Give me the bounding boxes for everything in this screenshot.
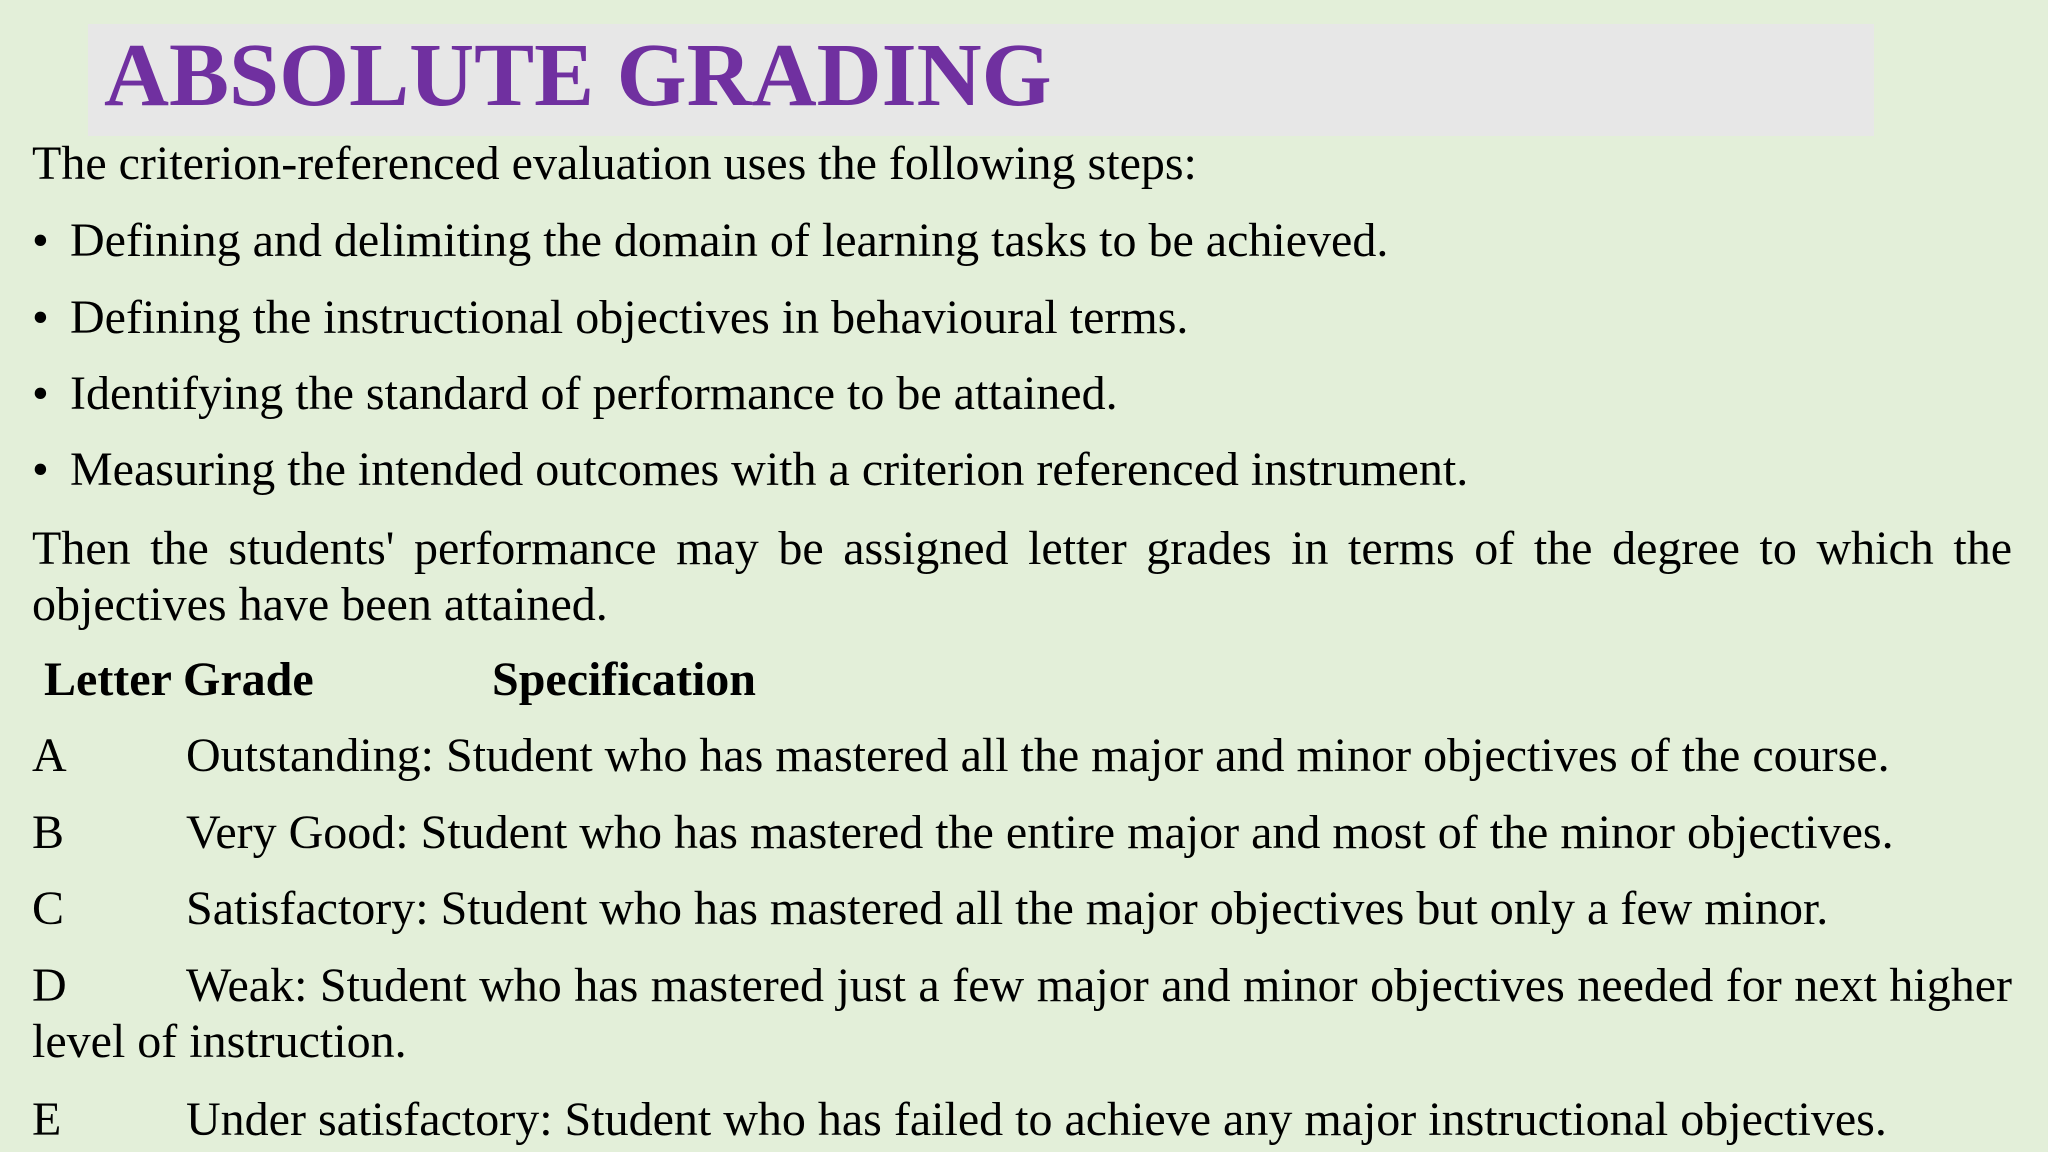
bullet-icon: • xyxy=(32,367,49,420)
bullet-text: Measuring the intended outcomes with a criterion referenced instrument. xyxy=(70,443,1469,496)
specification-header: Specification xyxy=(492,653,756,706)
conclusion-text: Then the students' performance may be assigned letter grades in terms of the degree to which the objectives have been attained. xyxy=(32,522,2012,631)
grade-letter: A xyxy=(32,729,67,782)
grade-specification: Satisfactory: Student who has mastered all the major objectives but only a few minor. xyxy=(186,882,1829,935)
grade-row-a xyxy=(32,728,2012,784)
bullet-text: Defining the instructional objectives in behavioural terms. xyxy=(70,291,1189,344)
letter-grade-header: Letter Grade xyxy=(44,653,314,706)
bullet-item xyxy=(32,290,1188,346)
grade-row-c xyxy=(32,881,2012,937)
grade-letter: B xyxy=(32,806,65,859)
slide-title: ABSOLUTE GRADING xyxy=(104,26,1052,125)
grade-row-e xyxy=(32,1092,2012,1148)
grade-specification: Under satisfactory: Student who has failed to achieve any major instructional objectives. xyxy=(186,1093,1887,1146)
bullet-icon: • xyxy=(32,291,49,344)
bullet-item xyxy=(32,213,1388,269)
bullet-item xyxy=(32,366,1118,422)
bullet-icon: • xyxy=(32,214,49,267)
grade-specification: Weak: Student who has mastered just a few major and minor objectives needed for next higher level of instruction. xyxy=(32,959,2012,1068)
bullet-icon: • xyxy=(32,443,49,496)
grade-row-b xyxy=(32,805,2012,861)
bullet-text: Defining and delimiting the domain of learning tasks to be achieved. xyxy=(70,214,1389,267)
bullet-item xyxy=(32,442,1468,498)
grade-specification: Outstanding: Student who has mastered all the major and minor objectives of the course. xyxy=(186,729,1890,782)
grade-specification: Very Good: Student who has mastered the entire major and most of the minor objectives. xyxy=(186,806,1894,859)
intro-text: The criterion-referenced evaluation uses the following steps: xyxy=(32,137,1197,190)
grade-letter: E xyxy=(32,1093,62,1146)
bullet-text: Identifying the standard of performance to be attained. xyxy=(70,367,1118,420)
grade-letter: C xyxy=(32,882,65,935)
grade-row-d xyxy=(32,958,2012,1070)
grade-letter: D xyxy=(32,959,67,1012)
